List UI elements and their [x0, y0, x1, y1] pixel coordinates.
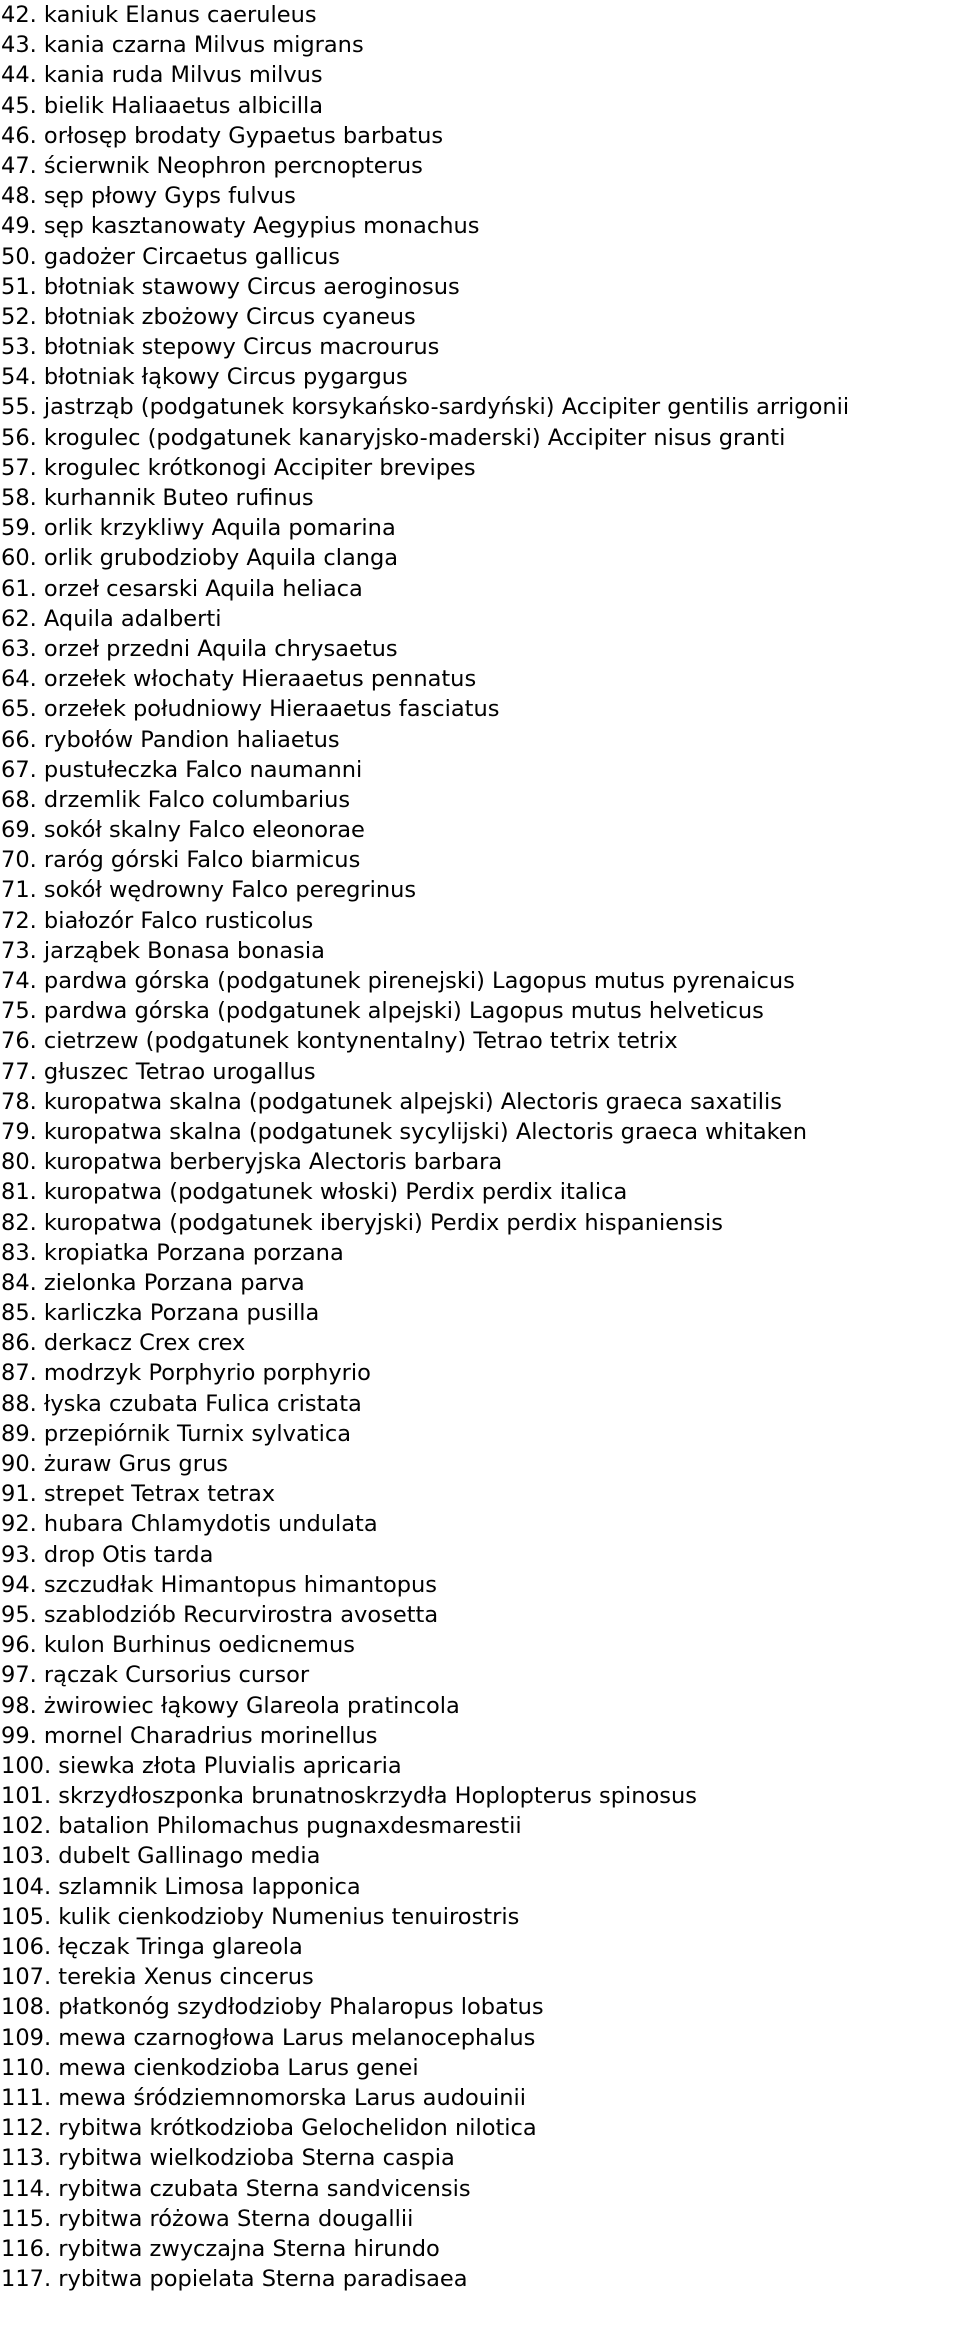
list-item: 78. kuropatwa skalna (podgatunek alpejski) Alectoris graeca saxatilis — [1, 1088, 782, 1115]
list-item: 64. orzełek włochaty Hieraaetus pennatus — [1, 666, 477, 693]
list-item: 62. Aquila adalberti — [1, 605, 222, 632]
list-item: 55. jastrząb (podgatunek korsykańsko-sardyński) Accipiter gentilis arrigonii — [1, 394, 850, 421]
list-item: 50. gadożer Circaetus gallicus — [1, 243, 340, 270]
list-item: 72. białozór Falco rusticolus — [1, 907, 314, 934]
list-item: 102. batalion Philomachus pugnaxdesmarestii — [1, 1813, 522, 1840]
list-item: 42. kaniuk Elanus caeruleus — [1, 2, 317, 28]
list-item: 100. siewka złota Pluvialis apricaria — [1, 1752, 402, 1779]
list-item: 45. bielik Haliaaetus albicilla — [1, 92, 324, 119]
list-item: 68. drzemlik Falco columbarius — [1, 786, 351, 813]
list-item: 66. rybołów Pandion haliaetus — [1, 726, 340, 753]
list-item: 96. kulon Burhinus oedicnemus — [1, 1632, 355, 1659]
list-item: 87. modrzyk Porphyrio porphyrio — [1, 1360, 371, 1387]
list-item: 54. błotniak łąkowy Circus pygargus — [1, 364, 408, 391]
list-item: 90. żuraw Grus grus — [1, 1451, 228, 1477]
list-item: 59. orlik krzykliwy Aquila pomarina — [1, 515, 396, 542]
list-item: 82. kuropatwa (podgatunek iberyjski) Perdix perdix hispaniensis — [1, 1209, 724, 1236]
list-item: 114. rybitwa czubata Sterna sandvicensis — [1, 2175, 471, 2202]
list-item: 108. płatkonóg szydłodzioby Phalaropus lobatus — [1, 1994, 544, 2021]
list-item: 80. kuropatwa berberyjska Alectoris barbara — [1, 1149, 503, 1176]
list-item: 44. kania ruda Milvus milvus — [1, 62, 323, 89]
list-item: 101. skrzydłoszponka brunatnoskrzydła Hoplopterus spinosus — [1, 1783, 697, 1810]
list-item: 70. raróg górski Falco biarmicus — [1, 847, 361, 874]
list-item: 109. mewa czarnogłowa Larus melanocephalus — [1, 2024, 536, 2051]
list-item: 81. kuropatwa (podgatunek włoski) Perdix perdix italica — [1, 1179, 628, 1206]
list-item: 104. szlamnik Limosa lapponica — [1, 1873, 361, 1900]
list-item: 92. hubara Chlamydotis undulata — [1, 1511, 378, 1538]
list-item: 53. błotniak stepowy Circus macrourus — [1, 334, 440, 361]
list-item: 77. głuszec Tetrao urogallus — [1, 1058, 316, 1085]
list-item: 60. orlik grubodzioby Aquila clanga — [1, 545, 399, 572]
list-item: 106. łęczak Tringa glareola — [1, 1934, 303, 1960]
list-item: 103. dubelt Gallinago media — [1, 1843, 321, 1870]
list-item: 56. krogulec (podgatunek kanaryjsko-maderski) Accipiter nisus granti — [1, 424, 786, 451]
list-item: 49. sęp kasztanowaty Aegypius monachus — [1, 213, 480, 240]
list-item: 58. kurhannik Buteo rufinus — [1, 485, 314, 511]
list-item: 116. rybitwa zwyczajna Sterna hirundo — [1, 2235, 440, 2262]
list-item: 74. pardwa górska (podgatunek pirenejski) Lagopus mutus pyrenaicus — [1, 968, 795, 994]
list-item: 89. przepiórnik Turnix sylvatica — [1, 1420, 352, 1447]
list-item: 88. łyska czubata Fulica cristata — [1, 1390, 362, 1417]
list-item: 117. rybitwa popielata Sterna paradisaea — [1, 2266, 468, 2293]
list-item: 111. mewa śródziemnomorska Larus audouinii — [1, 2084, 527, 2111]
list-item: 95. szablodziób Recurvirostra avosetta — [1, 1601, 439, 1628]
list-item: 83. kropiatka Porzana porzana — [1, 1239, 344, 1266]
list-item: 73. jarząbek Bonasa bonasia — [1, 937, 325, 964]
list-item: 107. terekia Xenus cincerus — [1, 1964, 314, 1991]
list-item: 76. cietrzew (podgatunek kontynentalny) Tetrao tetrix tetrix — [1, 1028, 678, 1055]
list-item: 85. karliczka Porzana pusilla — [1, 1300, 320, 1327]
list-item: 48. sęp płowy Gyps fulvus — [1, 183, 296, 210]
list-item: 75. pardwa górska (podgatunek alpejski) Lagopus mutus helveticus — [1, 998, 764, 1025]
list-item: 79. kuropatwa skalna (podgatunek sycylijski) Alectoris graeca whitaken — [1, 1118, 807, 1145]
list-item: 61. orzeł cesarski Aquila heliaca — [1, 575, 363, 602]
list-item: 98. żwirowiec łąkowy Glareola pratincola — [1, 1692, 460, 1719]
list-item: 57. krogulec krótkonogi Accipiter brevipes — [1, 454, 476, 481]
list-item: 52. błotniak zbożowy Circus cyaneus — [1, 303, 416, 330]
list-item: 43. kania czarna Milvus migrans — [1, 32, 364, 59]
list-item: 84. zielonka Porzana parva — [1, 1269, 305, 1296]
list-item: 69. sokół skalny Falco eleonorae — [1, 817, 365, 844]
list-item: 105. kulik cienkodzioby Numenius tenuirostris — [1, 1903, 520, 1930]
list-item: 91. strepet Tetrax tetrax — [1, 1481, 276, 1508]
list-item: 94. szczudłak Himantopus himantopus — [1, 1571, 438, 1598]
list-item: 112. rybitwa krótkodzioba Gelochelidon nilotica — [1, 2115, 537, 2142]
list-item: 99. mornel Charadrius morinellus — [1, 1722, 378, 1749]
list-item: 110. mewa cienkodzioba Larus genei — [1, 2054, 419, 2081]
list-item: 63. orzeł przedni Aquila chrysaetus — [1, 635, 398, 662]
list-item: 113. rybitwa wielkodzioba Sterna caspia — [1, 2145, 455, 2172]
list-item: 93. drop Otis tarda — [1, 1541, 214, 1568]
list-item: 65. orzełek południowy Hieraaetus fasciatus — [1, 696, 500, 723]
list-item: 97. rączak Cursorius cursor — [1, 1662, 310, 1689]
list-item: 51. błotniak stawowy Circus aeroginosus — [1, 273, 460, 300]
list-item: 67. pustułeczka Falco naumanni — [1, 756, 363, 783]
list-item: 71. sokół wędrowny Falco peregrinus — [1, 877, 417, 904]
list-item: 115. rybitwa różowa Sterna dougallii — [1, 2205, 414, 2232]
list-item: 86. derkacz Crex crex — [1, 1330, 246, 1357]
list-item: 46. orłosęp brodaty Gypaetus barbatus — [1, 122, 444, 149]
list-item: 47. ścierwnik Neophron percnopterus — [1, 152, 423, 179]
